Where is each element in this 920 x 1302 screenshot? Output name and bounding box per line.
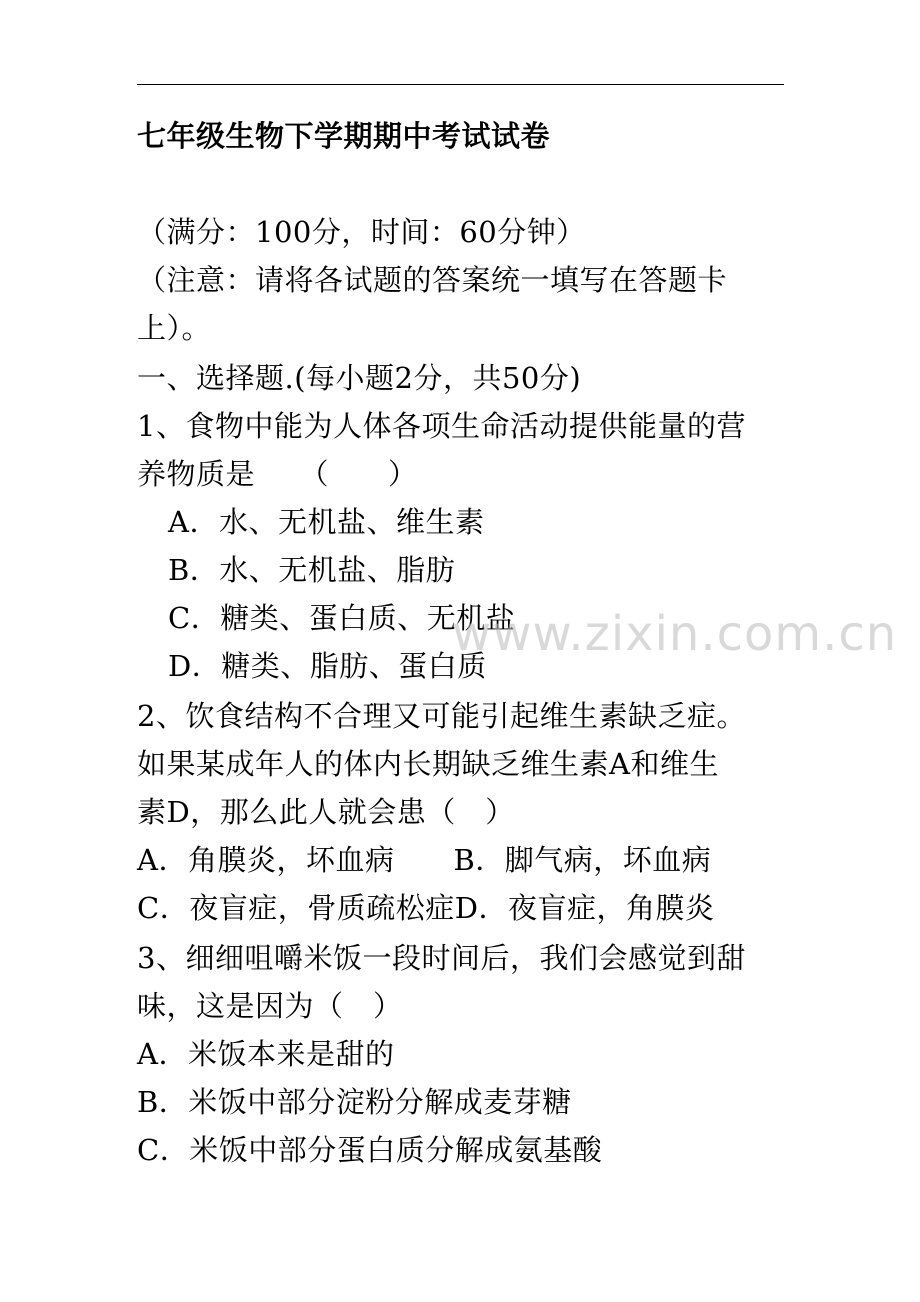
question-2-line-3: 素D，那么此人就会患（ ） bbox=[137, 795, 515, 829]
exam-title: 七年级生物下学期期中考试试卷 bbox=[137, 119, 551, 153]
question-1-line-2: 养物质是 （ ） bbox=[137, 457, 418, 491]
watermark: www.zixin.com.cn bbox=[452, 606, 898, 662]
question-2-options-cd: C．夜盲症，骨质疏松症D．夜盲症，角膜炎 bbox=[137, 891, 715, 925]
notice-line-1: （注意：请将各试题的答案统一填写在答题卡 bbox=[137, 263, 728, 297]
question-3-option-b: B．米饭中部分淀粉分解成麦芽糖 bbox=[137, 1085, 572, 1119]
section-heading: 一、选择题.(每小题2分，共50分) bbox=[137, 361, 582, 395]
question-1-option-b: B．水、无机盐、脂肪 bbox=[168, 553, 456, 587]
question-2-line-1: 2、饮食结构不合理又可能引起维生素缺乏症。 bbox=[137, 699, 746, 733]
question-1-line-1: 1、食物中能为人体各项生命活动提供能量的营 bbox=[137, 409, 746, 443]
question-3-line-1: 3、细细咀嚼米饭一段时间后，我们会感觉到甜 bbox=[137, 941, 746, 975]
header-rule bbox=[137, 84, 784, 85]
question-3-option-a: A．米饭本来是甜的 bbox=[137, 1037, 395, 1071]
question-1-option-d: D．糖类、脂肪、蛋白质 bbox=[168, 649, 487, 683]
question-2-options-ab: A．角膜炎，坏血病 B．脚气病，坏血病 bbox=[137, 843, 712, 877]
question-3-option-c: C．米饭中部分蛋白质分解成氨基酸 bbox=[137, 1133, 603, 1167]
score-time-note: （满分：100分，时间：60分钟） bbox=[137, 215, 586, 249]
question-1-option-c: C．糖类、蛋白质、无机盐 bbox=[168, 601, 516, 635]
question-3-line-2: 味，这是因为（ ） bbox=[137, 989, 403, 1023]
question-2-line-2: 如果某成年人的体内长期缺乏维生素A和维生 bbox=[137, 747, 719, 781]
notice-line-2: 上）。 bbox=[137, 311, 212, 345]
question-1-option-a: A．水、无机盐、维生素 bbox=[168, 505, 485, 539]
